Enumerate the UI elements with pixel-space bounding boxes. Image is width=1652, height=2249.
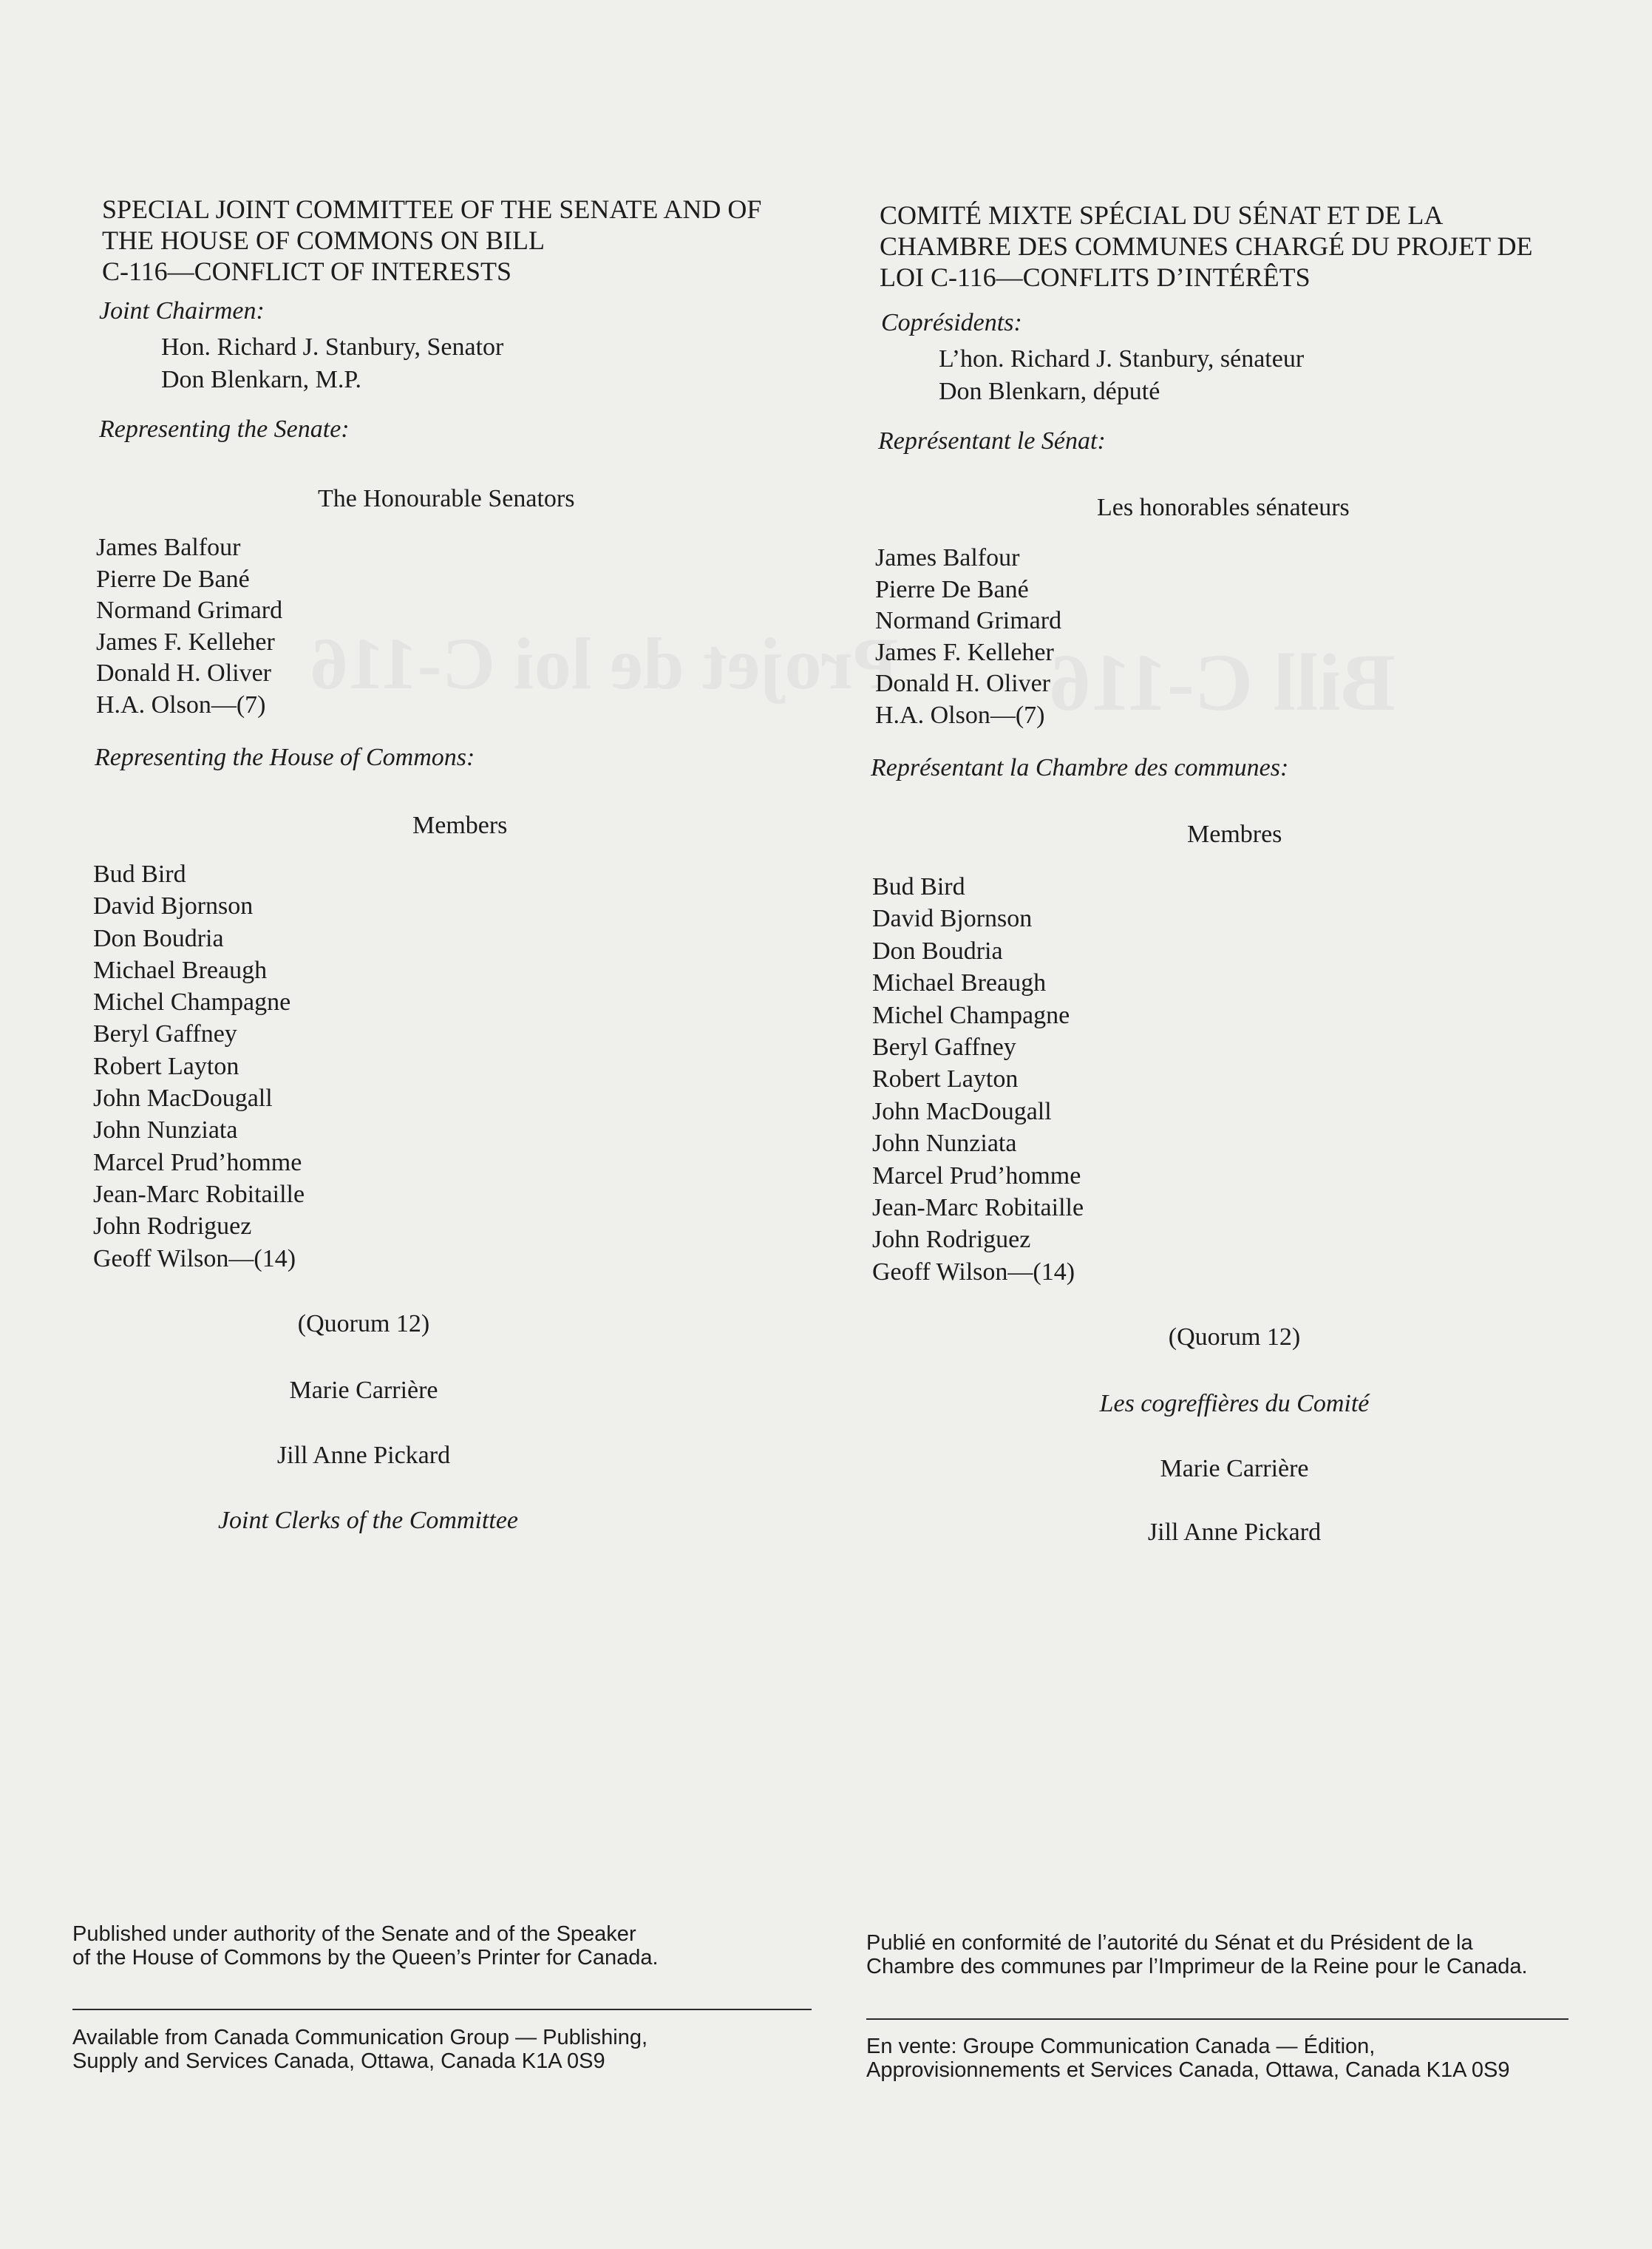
list-item: Beryl Gaffney [872, 1034, 1016, 1062]
list-item: H.A. Olson—(7) [96, 691, 266, 719]
title-line: CHAMBRE DES COMMUNES CHARGÉ DU PROJET DE [880, 231, 1533, 261]
title-line: COMITÉ MIXTE SPÉCIAL DU SÉNAT ET DE LA [880, 200, 1444, 230]
list-item: Pierre De Bané [875, 575, 1029, 603]
list-item: Bud Bird [872, 873, 965, 900]
list-item: James F. Kelleher [96, 628, 275, 656]
publication-notice-en [72, 1922, 659, 1970]
list-item: Jean-Marc Robitaille [93, 1180, 305, 1208]
availability-notice-en [72, 2026, 647, 2073]
list-item: Don Boudria [93, 924, 224, 952]
list-item: Michel Champagne [872, 1001, 1070, 1029]
divider [72, 2009, 812, 2010]
list-item: Michael Breaugh [872, 969, 1047, 997]
commons-label: Representing the House of Commons: [95, 744, 475, 771]
clerks-label: Joint Clerks of the Committee [217, 1507, 519, 1534]
quorum: (Quorum 12) [1168, 1323, 1301, 1351]
list-item: Pierre De Bané [96, 565, 250, 593]
senate-label: Représentant le Sénat: [878, 427, 1106, 455]
senate-label: Representing the Senate: [99, 415, 350, 443]
senators-heading: Les honorables sénateurs [1097, 494, 1350, 521]
list-item: James Balfour [875, 544, 1020, 571]
divider [866, 2018, 1568, 2020]
publication-notice-fr [866, 1931, 1528, 1978]
list-item: Don Boudria [872, 937, 1003, 965]
notice-line: Available from Canada Communication Group — Publishing, [72, 2026, 648, 2049]
notice-line: Supply and Services Canada, Ottawa, Canada K1A 0S9 [72, 2049, 605, 2073]
list-item: Robert Layton [93, 1052, 239, 1080]
list-item: Geoff Wilson—(14) [93, 1244, 296, 1272]
list-item: Marcel Prud’homme [872, 1161, 1081, 1190]
list-item: Beryl Gaffney [93, 1020, 237, 1048]
list-item: John MacDougall [872, 1097, 1052, 1125]
title-line: LOI C-116—CONFLITS D’INTÉRÊTS [880, 262, 1311, 292]
joint-chairs-label: Coprésidents: [881, 309, 1022, 336]
list-item: John Rodriguez [872, 1226, 1031, 1254]
senators-list [875, 543, 1061, 731]
chair-name: Don Blenkarn, député [939, 378, 1160, 405]
title-line: SPECIAL JOINT COMMITTEE OF THE SENATE AND OF [102, 194, 762, 224]
clerk-name: Marie Carrière [1160, 1455, 1309, 1482]
quorum: (Quorum 12) [297, 1310, 430, 1337]
members-heading: Membres [1187, 821, 1282, 848]
list-item: Jean-Marc Robitaille [872, 1194, 1084, 1222]
senators-heading: The Honourable Senators [318, 485, 575, 512]
chair-name: L’hon. Richard J. Stanbury, sénateur [939, 345, 1305, 373]
notice-line: Chambre des communes par l’Imprimeur de la Reine pour le Canada. [866, 1955, 1528, 1978]
list-item: James F. Kelleher [875, 638, 1054, 666]
senators-list [96, 532, 282, 721]
list-item: John Nunziata [872, 1130, 1017, 1158]
list-item: Michael Breaugh [93, 956, 268, 984]
joint-chairs [939, 343, 1304, 408]
committee-title-en [102, 194, 841, 287]
members-list [872, 871, 1084, 1288]
list-item: H.A. Olson—(7) [875, 701, 1045, 729]
members-heading: Members [412, 812, 508, 839]
list-item: Bud Bird [93, 861, 186, 888]
list-item: Normand Grimard [875, 607, 1062, 634]
list-item: John MacDougall [93, 1085, 273, 1113]
list-item: Michel Champagne [93, 988, 291, 1017]
chair-name: Don Blenkarn, M.P. [161, 366, 362, 393]
list-item: Donald H. Oliver [96, 659, 272, 687]
members-list [93, 858, 305, 1275]
clerk-name: Jill Anne Pickard [1147, 1519, 1322, 1546]
clerk-name: Jill Anne Pickard [276, 1442, 451, 1469]
french-column [866, 0, 1611, 2249]
show-through-text: Projet de loi C-116 [310, 623, 899, 705]
list-item: David Bjornson [93, 892, 254, 920]
list-item: Marcel Prud’homme [93, 1148, 302, 1176]
notice-line: Approvisionnements et Services Canada, Ottawa, Canada K1A 0S9 [866, 2058, 1510, 2082]
english-column [72, 0, 826, 2249]
list-item: David Bjornson [872, 905, 1033, 933]
list-item: James Balfour [96, 534, 241, 561]
title-line: THE HOUSE OF COMMONS ON BILL [102, 225, 545, 255]
clerks-label: Les cogreffières du Comité [1099, 1390, 1370, 1417]
notice-line: of the House of Commons by the Queen’s Printer for Canada. [72, 1946, 659, 1970]
committee-title-fr [880, 200, 1619, 293]
notice-line: En vente: Groupe Communication Canada — Édition, [866, 2035, 1376, 2058]
list-item: John Rodriguez [93, 1212, 252, 1241]
list-item: Normand Grimard [96, 597, 283, 624]
notice-line: Publié en conformité de l’autorité du Sénat et du Président de la [866, 1931, 1473, 1955]
joint-chairs-label: Joint Chairmen: [99, 297, 265, 325]
availability-notice-fr [866, 2035, 1510, 2082]
commons-label: Représentant la Chambre des communes: [871, 754, 1289, 781]
chair-name: Hon. Richard J. Stanbury, Senator [161, 333, 504, 361]
show-through-text: Bill C-116 [1050, 637, 1396, 727]
list-item: Geoff Wilson—(14) [872, 1258, 1075, 1286]
notice-line: Published under authority of the Senate and of the Speaker [72, 1922, 636, 1946]
title-line: C-116—CONFLICT OF INTERESTS [102, 257, 512, 286]
joint-chairs [161, 331, 503, 396]
list-item: John Nunziata [93, 1116, 238, 1144]
clerk-name: Marie Carrière [289, 1377, 438, 1404]
list-item: Robert Layton [872, 1065, 1019, 1093]
list-item: Donald H. Oliver [875, 670, 1051, 697]
